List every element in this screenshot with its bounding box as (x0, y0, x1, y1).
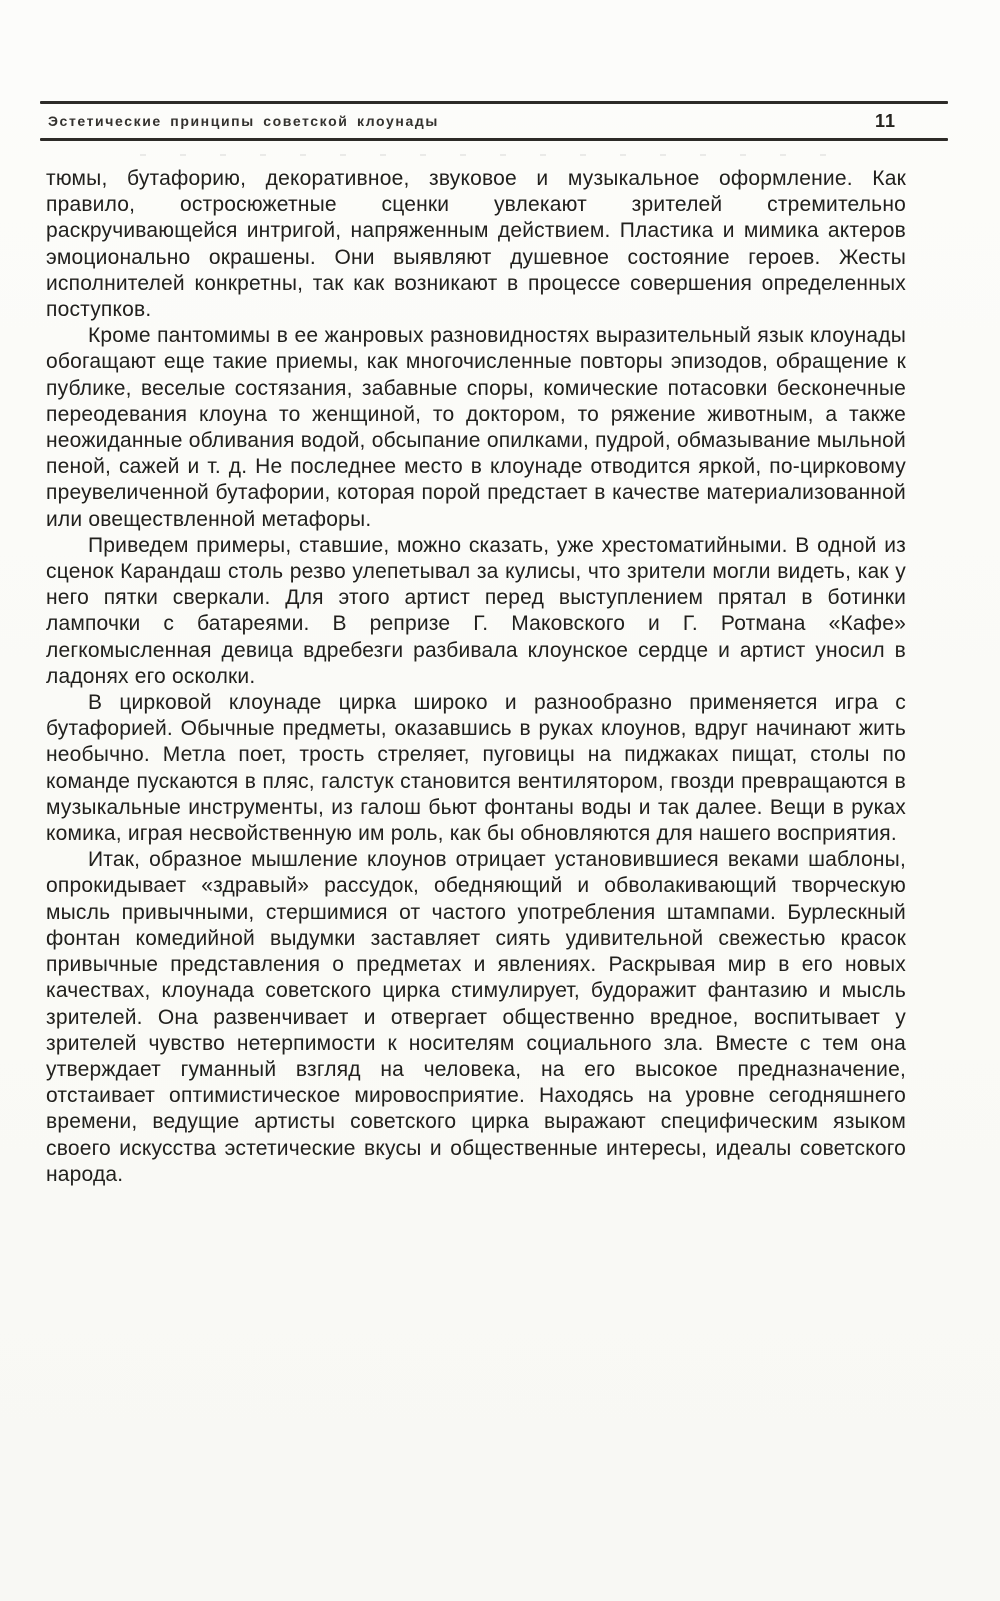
running-head-title: Эстетические принципы советской клоунады (48, 113, 439, 129)
paragraph: тюмы, бутафорию, декоративное, звуковое и музыкальное оформление. Как правило, остросюжетные сценки увлекают зрителей стремительно раскручивающейся интригой, напряженным действием. Пластика и мимика актеров эмоционально окрашены. Они выявляют душевное состояние героев. Жесты исполнителей конкретны, так как возникают в процессе совершения определенных поступков. (46, 167, 906, 322)
page-body (46, 166, 906, 1188)
running-head (40, 106, 948, 136)
scan-artifact (140, 154, 860, 156)
paragraph: Приведем примеры, ставшие, можно сказать, уже хрестоматийными. В одной из сценок Карандаш столь резво улепетывал за кулисы, что зрители могли видеть, как у него пятки сверкали. Для этого артист перед выступлением прятал в ботинки лампочки с батареями. В репризе Г. Маковского и Г. Ротмана «Кафе» легкомысленная девица вдребезги разбивала клоунское сердце и артист уносил в ладонях его осколки. (46, 533, 906, 688)
page-number: 11 (874, 110, 896, 131)
header-rule-top (40, 101, 948, 104)
header-rule-bottom (40, 138, 948, 141)
paragraph: Кроме пантомимы в ее жанровых разновидностях выразительный язык клоунады обогащают еще такие приемы, как многочисленные повторы эпизодов, обращение к публике, веселые состязания, забавные споры, комические потасовки бесконечные переодевания клоуна то женщиной, то доктором, то ряжение животным, а также неожиданные обливания водой, обсыпание опилками, пудрой, обмазывание мыльной пеной, сажей и т. д. Не последнее место в клоунаде отводится яркой, по-цирковому преувеличенной бутафории, которая порой предстает в качестве материализованной или овеществленной метафоры. (46, 324, 906, 531)
paragraph: В цирковой клоунаде цирка широко и разнообразно применяется игра с бутафорией. Обычные предметы, оказавшись в руках клоунов, вдруг начинают жить необычно. Метла поет, трость стреляет, пуговицы на пиджаках пищат, столы по команде пускаются в пляс, галстук становится вентилятором, гвозди превращаются в музыкальные инструменты, из галош бьют фонтаны воды и так далее. Вещи в руках комика, играя несвойственную им роль, как бы обновляются для нашего восприятия. (46, 691, 906, 846)
paragraph: Итак, образное мышление клоунов отрицает установившиеся веками шаблоны, опрокидывает «здравый» рассудок, обедняющий и обволакивающий творческую мысль привычными, стершимися от частого употребления штампами. Бурлескный фонтан комедийной выдумки заставляет сиять удивительной свежестью красок привычные представления о предметах и явлениях. Раскрывая мир в его новых качествах, клоунада советского цирка стимулирует, будоражит фантазию и мысль зрителей. Она развенчивает и отвергает общественно вредное, воспитывает у зрителей чувство нетерпимости к носителям социального зла. Вместе с тем она утверждает гуманный взгляд на человека, на его высокое предназначение, отстаивает оптимистическое мировосприятие. Находясь на уровне сегодняшнего времени, ведущие артисты советского цирка выражают специфическим языком своего искусства эстетические вкусы и общественные интересы, идеалы советского народа. (46, 848, 906, 1186)
